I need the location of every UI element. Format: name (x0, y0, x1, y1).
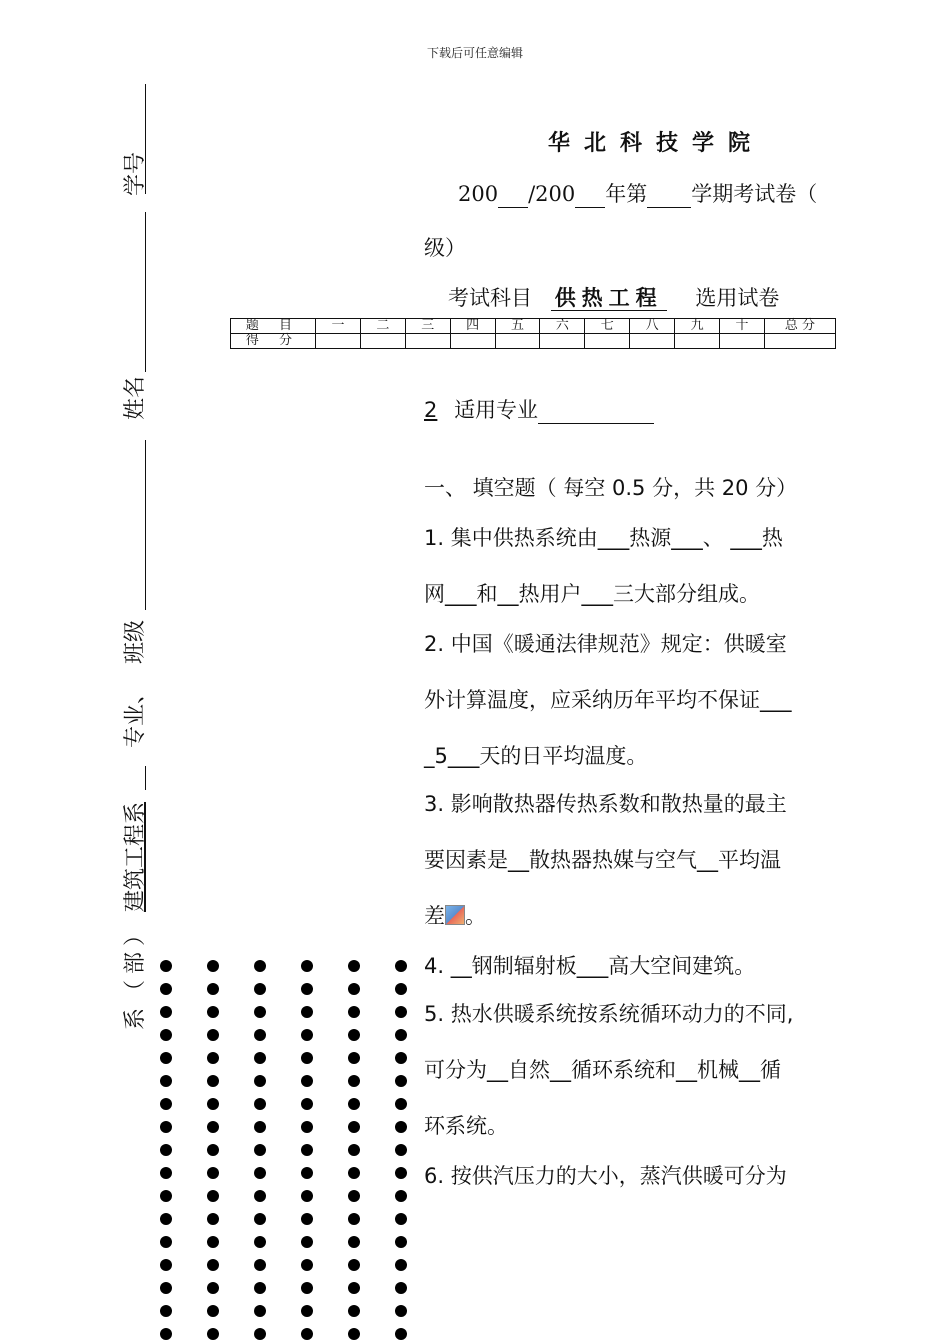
cut-dot (301, 1305, 313, 1317)
subject-label: 考试科目 (448, 286, 532, 310)
cut-dot (301, 1029, 313, 1041)
cut-dot (301, 1328, 313, 1340)
cut-dot (160, 1282, 172, 1294)
q2-line-3: _5___天的日平均温度。 (424, 744, 648, 768)
cut-dot (254, 1144, 266, 1156)
cut-dot (395, 1259, 407, 1271)
cut-dot (348, 1052, 360, 1064)
cut-dot (301, 1213, 313, 1225)
score-col-header: 六 (540, 319, 585, 334)
cut-dot (395, 1305, 407, 1317)
cut-dot (348, 1190, 360, 1202)
q5-line-1: 5. 热水供暖系统按系统循环动力的不同, (424, 1002, 794, 1026)
score-cell (540, 334, 585, 349)
term-blank-3 (647, 184, 691, 208)
cut-dot (207, 1282, 219, 1294)
cut-dot (348, 1006, 360, 1018)
score-col-header: 五 (495, 319, 540, 334)
cut-dot (395, 1098, 407, 1110)
cut-dot (301, 1121, 313, 1133)
score-cell (675, 334, 720, 349)
school-title: 华北科技学院 (548, 130, 765, 156)
major-line (145, 766, 146, 790)
term-line (458, 178, 817, 208)
subject-line (448, 282, 779, 312)
cut-dot (254, 983, 266, 995)
cut-dot (301, 983, 313, 995)
cut-dot (395, 1121, 407, 1133)
term-suffix: 学期考试卷（ (691, 182, 818, 206)
q4-line-1: 4. __钢制辐射板___高大空间建筑。 (424, 954, 756, 978)
cut-dot (160, 1167, 172, 1179)
cut-dot (207, 1052, 219, 1064)
cut-dot (207, 1236, 219, 1248)
score-cell (720, 334, 765, 349)
cut-dot (207, 960, 219, 972)
cut-dot (348, 1098, 360, 1110)
student-id-label: 学号 (123, 151, 148, 196)
score-cell (585, 334, 630, 349)
q2-line-1: 2. 中国《暖通法律规范》规定：供暖室 (424, 632, 787, 656)
score-col-header: 四 (450, 319, 495, 334)
q5-line-3: 环系统。 (424, 1114, 508, 1138)
cut-dot (160, 983, 172, 995)
cut-dot (348, 1259, 360, 1271)
term-mid: /200 (528, 182, 576, 206)
cut-dot (348, 1213, 360, 1225)
q3-line-3-text: 差 (424, 904, 445, 928)
score-cell (360, 334, 405, 349)
cut-dot (301, 1167, 313, 1179)
q1-line-2: 网___和__热用户___三大部分组成。 (424, 582, 760, 606)
cut-dot (207, 1029, 219, 1041)
cut-dot (395, 1282, 407, 1294)
cut-dot (160, 1052, 172, 1064)
cut-dot (160, 1236, 172, 1248)
cut-dot (160, 1305, 172, 1317)
cut-dot (207, 983, 219, 995)
cut-dot (254, 1006, 266, 1018)
score-table (230, 318, 836, 349)
cut-dot (301, 960, 313, 972)
department-value: 建筑工程系 (123, 801, 148, 912)
cut-dot (254, 1236, 266, 1248)
score-row-label: 得 分 (231, 334, 316, 349)
subject-name: 供热工程 (551, 286, 667, 311)
cut-dot (254, 1305, 266, 1317)
name-label: 姓名 (123, 375, 148, 420)
score-header-label: 题 目 (231, 319, 316, 334)
cut-dot (254, 1328, 266, 1340)
cut-dot (254, 1075, 266, 1087)
cut-dot (254, 1213, 266, 1225)
cut-dot (207, 1006, 219, 1018)
score-cell (450, 334, 495, 349)
major-label: 专业、 (123, 681, 148, 748)
major-text: 适用专业 (454, 398, 539, 422)
q2-line-2: 外计算温度，应采纳历年平均不保证___ (424, 688, 792, 712)
major-line (424, 394, 654, 424)
score-cell (630, 334, 675, 349)
cut-dot (207, 1121, 219, 1133)
cut-dot (207, 1305, 219, 1317)
cut-dot (254, 1167, 266, 1179)
cut-dot (395, 1144, 407, 1156)
cut-dot (395, 1006, 407, 1018)
section-1-title: 一、 填空题（ 每空 0.5 分，共 20 分） (424, 476, 798, 500)
term-level: 级） (424, 236, 466, 260)
cut-dot (348, 1075, 360, 1087)
cut-dot (207, 1144, 219, 1156)
term-blank-1 (498, 184, 528, 208)
cut-dot (301, 1259, 313, 1271)
cut-dot (301, 1006, 313, 1018)
broken-image-icon (445, 905, 465, 925)
cut-dot (254, 1282, 266, 1294)
score-col-header: 一 (316, 319, 361, 334)
score-col-header: 九 (675, 319, 720, 334)
cut-dot (348, 1305, 360, 1317)
cut-dot (207, 1190, 219, 1202)
term-blank-2 (575, 184, 605, 208)
department-label: 系（部） (123, 917, 148, 1030)
cut-dot (348, 1282, 360, 1294)
q3-line-3 (424, 900, 844, 930)
cut-dot (207, 1328, 219, 1340)
cut-dot (160, 1259, 172, 1271)
q3-end: 。 (465, 904, 486, 928)
cut-dot (254, 960, 266, 972)
score-col-header: 总 分 (765, 319, 836, 334)
score-cell (316, 334, 361, 349)
score-col-header: 八 (630, 319, 675, 334)
q1-line-1: 1. 集中供热系统由___热源___、 ___热 (424, 526, 783, 550)
cut-dot (207, 1098, 219, 1110)
cut-dot (348, 983, 360, 995)
cut-dot (301, 1282, 313, 1294)
score-col-header: 二 (360, 319, 405, 334)
cut-dot (395, 1052, 407, 1064)
separator-line (145, 212, 146, 372)
cut-dot (301, 1052, 313, 1064)
cut-dot (348, 1029, 360, 1041)
term-prefix: 200 (458, 182, 499, 206)
cut-dot (254, 1190, 266, 1202)
cut-dot (395, 1328, 407, 1340)
name-line (145, 440, 146, 610)
score-col-header: 七 (585, 319, 630, 334)
cut-dot (254, 1052, 266, 1064)
cut-dot (160, 1006, 172, 1018)
cut-dot (348, 1328, 360, 1340)
cut-dot (301, 1075, 313, 1087)
cut-dot (348, 960, 360, 972)
score-cell (495, 334, 540, 349)
cut-dot (160, 1075, 172, 1087)
cut-dot (301, 1190, 313, 1202)
cut-dot (254, 1029, 266, 1041)
cut-dot (207, 1075, 219, 1087)
cut-dot (395, 1213, 407, 1225)
cut-dot (254, 1259, 266, 1271)
student-id-line (145, 84, 146, 194)
major-blank (538, 400, 654, 424)
cut-dot (207, 1259, 219, 1271)
cut-dot (348, 1236, 360, 1248)
class-label: 班级 (123, 619, 148, 664)
major-number: 2 (424, 398, 438, 422)
cut-dot (348, 1144, 360, 1156)
header-note: 下载后可任意编辑 (426, 46, 523, 60)
cut-dot (301, 1098, 313, 1110)
paper-type: 选用试卷 (695, 286, 780, 310)
cut-dot (160, 1328, 172, 1340)
cut-dot (160, 1190, 172, 1202)
cut-dot (160, 1029, 172, 1041)
cut-dot (207, 1213, 219, 1225)
cut-dot (301, 1144, 313, 1156)
cut-dot (160, 1144, 172, 1156)
cut-dot (395, 1029, 407, 1041)
cut-dot (160, 1121, 172, 1133)
cut-dot (207, 1167, 219, 1179)
score-value-row (231, 334, 836, 349)
cut-dot (395, 1075, 407, 1087)
score-col-header: 十 (720, 319, 765, 334)
cut-dot (160, 1213, 172, 1225)
cut-dot (160, 960, 172, 972)
cut-dot (348, 1167, 360, 1179)
score-cell (405, 334, 450, 349)
cut-dot (395, 1236, 407, 1248)
cut-dot (254, 1121, 266, 1133)
q6-line-1: 6. 按供汽压力的大小，蒸汽供暖可分为 (424, 1164, 787, 1188)
term-year: 年第 (605, 182, 648, 206)
cut-dot (395, 1190, 407, 1202)
score-cell (765, 334, 836, 349)
cut-dot (254, 1098, 266, 1110)
score-col-header: 三 (405, 319, 450, 334)
cut-dot (395, 983, 407, 995)
q3-line-1: 3. 影响散热器传热系数和散热量的最主 (424, 792, 787, 816)
cut-dot (395, 1167, 407, 1179)
cut-dot (395, 960, 407, 972)
score-header-row (231, 319, 836, 334)
cut-dot (160, 1098, 172, 1110)
cut-dot (301, 1236, 313, 1248)
q5-line-2: 可分为__自然__循环系统和__机械__循 (424, 1058, 781, 1082)
cut-dot (348, 1121, 360, 1133)
q3-line-2: 要因素是__散热器热媒与空气__平均温 (424, 848, 781, 872)
